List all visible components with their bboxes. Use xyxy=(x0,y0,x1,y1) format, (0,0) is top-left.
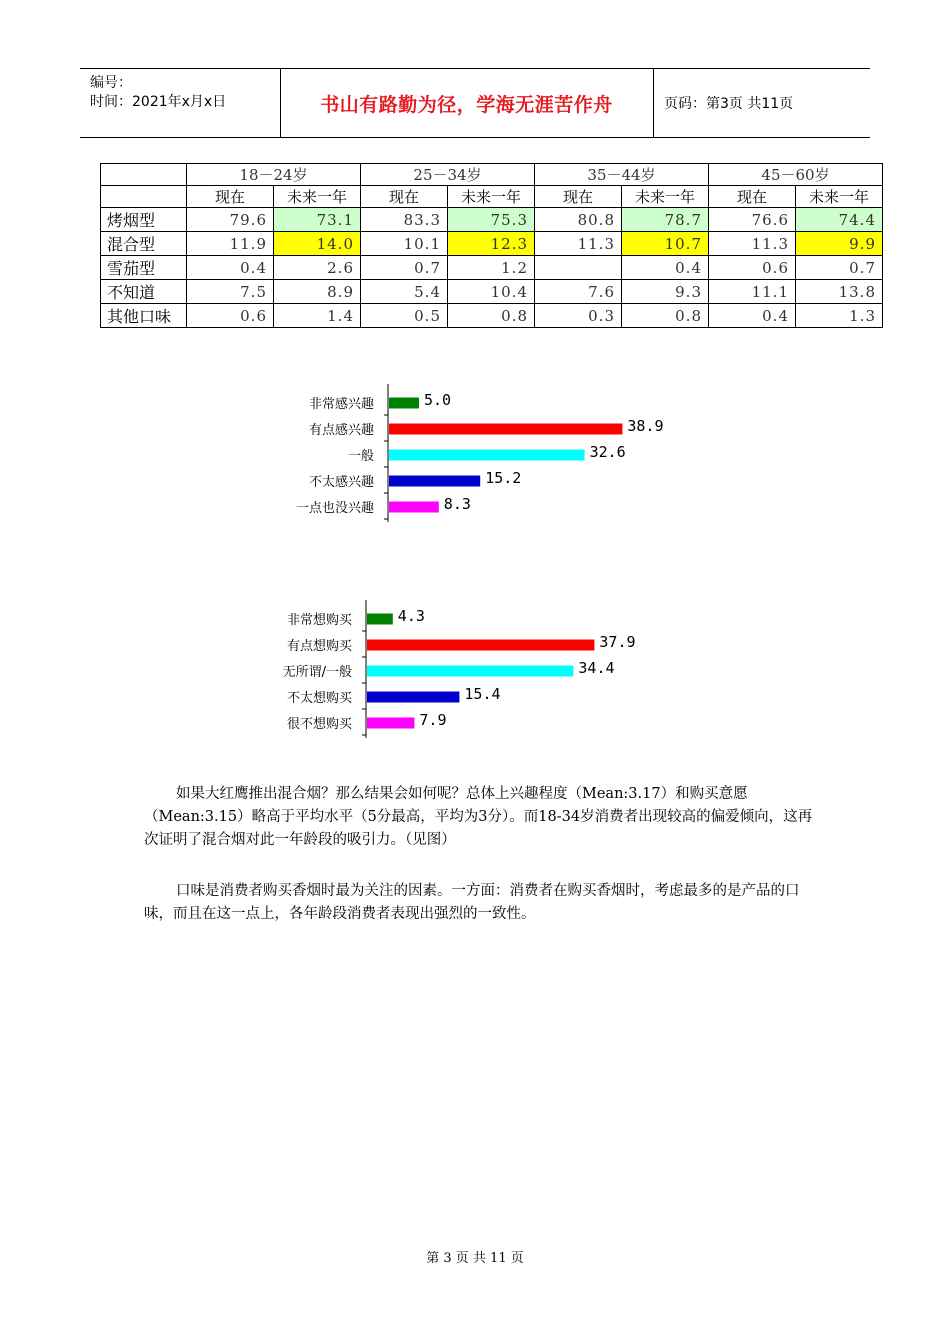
group-header: 35－44岁 xyxy=(535,164,709,186)
table-cell: 0.4 xyxy=(709,304,796,328)
table-cell: 1.4 xyxy=(274,304,361,328)
table-cell: 10.1 xyxy=(361,232,448,256)
sub-header-now: 现在 xyxy=(709,186,796,208)
table-cell: 0.4 xyxy=(187,256,274,280)
table-cell: 10.7 xyxy=(622,232,709,256)
category-label: 有点想购买 xyxy=(286,639,352,654)
date-text: 时间：2021年x月x日 xyxy=(90,94,227,110)
sub-header-now: 现在 xyxy=(187,186,274,208)
category-label: 非常想购买 xyxy=(286,613,352,628)
bar xyxy=(389,502,439,513)
table-cell: 0.3 xyxy=(535,304,622,328)
group-header: 45－60岁 xyxy=(709,164,883,186)
category-label: 不太感兴趣 xyxy=(308,475,374,490)
paragraph-taste-factor: 口味是消费者购买香烟时最为关注的因素。一方面：消费者在购买香烟时，考虑最多的是产品的口味，而且在这一点上，各年龄段消费者表现出强烈的一致性。 xyxy=(144,883,800,922)
value-label: 5.0 xyxy=(424,391,452,409)
table-cell: 0.7 xyxy=(361,256,448,280)
table-cell: 0.6 xyxy=(709,256,796,280)
page-footer: 第 3 页 共 11 页 xyxy=(426,1251,524,1266)
header-meta-cell xyxy=(80,69,281,137)
bar xyxy=(389,398,419,409)
table-row xyxy=(101,256,883,280)
bar xyxy=(367,718,414,729)
category-label: 一般 xyxy=(347,449,374,464)
table-cell: 11.1 xyxy=(709,280,796,304)
value-label: 34.4 xyxy=(578,659,615,677)
table-cell: 0.4 xyxy=(622,256,709,280)
table-cell: 0.8 xyxy=(622,304,709,328)
sub-header-now: 现在 xyxy=(535,186,622,208)
value-label: 15.4 xyxy=(464,685,501,703)
interest-level-chart xyxy=(250,380,670,520)
table-cell: 74.4 xyxy=(796,208,883,232)
purchase-intent-chart xyxy=(250,596,710,746)
table-cell: 2.6 xyxy=(274,256,361,280)
flavor-preference-table xyxy=(100,163,883,328)
row-label: 其他口味 xyxy=(101,304,187,328)
table-corner-cell xyxy=(101,186,187,208)
table-cell: 11.9 xyxy=(187,232,274,256)
table-cell: 80.8 xyxy=(535,208,622,232)
table-cell: 0.8 xyxy=(448,304,535,328)
bar xyxy=(367,614,393,625)
sub-header-future: 未来一年 xyxy=(274,186,361,208)
page-info: 页码：第3页 共11页 xyxy=(664,96,794,112)
table-cell: 8.9 xyxy=(274,280,361,304)
category-label: 有点感兴趣 xyxy=(308,423,374,438)
motto: 书山有路勤为径，学海无涯苦作舟 xyxy=(320,93,613,116)
value-label: 38.9 xyxy=(627,417,664,435)
table-row xyxy=(101,280,883,304)
sub-header-now: 现在 xyxy=(361,186,448,208)
paragraph-mixed-cigarette: 如果大红鹰推出混合烟？那么结果会如何呢？总体上兴趣程度（Mean:3.17）和购买意愿（Mean:3.15）略高于平均水平（5分最高，平均为3分）。而18-34岁消费者出现较高的偏爱倾向，这再次证明了混合烟对此一年龄段的吸引力。（见图） xyxy=(144,786,813,848)
row-label: 烤烟型 xyxy=(101,208,187,232)
table-cell: 7.5 xyxy=(187,280,274,304)
value-label: 4.3 xyxy=(397,607,425,625)
table-cell: 9.9 xyxy=(796,232,883,256)
value-label: 32.6 xyxy=(589,443,626,461)
header-page-cell xyxy=(654,69,870,137)
value-label: 8.3 xyxy=(443,495,471,513)
page-header xyxy=(80,68,870,138)
bar xyxy=(389,424,622,435)
table-cell: 12.3 xyxy=(448,232,535,256)
value-label: 15.2 xyxy=(485,469,522,487)
group-header: 18－24岁 xyxy=(187,164,361,186)
table-row xyxy=(101,304,883,328)
table-cell: 5.4 xyxy=(361,280,448,304)
table-cell: 11.3 xyxy=(535,232,622,256)
category-label: 不太想购买 xyxy=(286,691,352,706)
table-cell: 73.1 xyxy=(274,208,361,232)
bar xyxy=(367,692,459,703)
table-cell: 83.3 xyxy=(361,208,448,232)
serial-label: 编号： xyxy=(90,75,132,91)
group-header: 25－34岁 xyxy=(361,164,535,186)
bar xyxy=(389,476,480,487)
row-label: 不知道 xyxy=(101,280,187,304)
table-cell xyxy=(535,256,622,280)
table-cell: 75.3 xyxy=(448,208,535,232)
table-cell: 7.6 xyxy=(535,280,622,304)
sub-header-future: 未来一年 xyxy=(448,186,535,208)
table-cell: 14.0 xyxy=(274,232,361,256)
value-label: 7.9 xyxy=(419,711,447,729)
table-cell: 76.6 xyxy=(709,208,796,232)
sub-header-future: 未来一年 xyxy=(622,186,709,208)
table-cell: 1.3 xyxy=(796,304,883,328)
table-cell: 0.7 xyxy=(796,256,883,280)
table-row xyxy=(101,208,883,232)
category-label: 无所谓/一般 xyxy=(282,665,352,680)
table-cell: 11.3 xyxy=(709,232,796,256)
header-motto-cell xyxy=(280,69,654,137)
category-label: 很不想购买 xyxy=(286,717,352,732)
category-label: 非常感兴趣 xyxy=(308,397,374,412)
row-label: 雪茄型 xyxy=(101,256,187,280)
sub-header-future: 未来一年 xyxy=(796,186,883,208)
bar xyxy=(367,666,573,677)
row-label: 混合型 xyxy=(101,232,187,256)
table-cell: 78.7 xyxy=(622,208,709,232)
table-cell: 0.6 xyxy=(187,304,274,328)
table-sub-header-row xyxy=(101,186,883,208)
table-cell: 9.3 xyxy=(622,280,709,304)
table-cell: 79.6 xyxy=(187,208,274,232)
value-label: 37.9 xyxy=(599,633,636,651)
table-corner-cell xyxy=(101,164,187,186)
bar xyxy=(389,450,585,461)
category-label: 一点也没兴趣 xyxy=(295,501,374,516)
table-row xyxy=(101,232,883,256)
table-group-header-row xyxy=(101,164,883,186)
table-cell: 10.4 xyxy=(448,280,535,304)
bar xyxy=(367,640,594,651)
table-cell: 0.5 xyxy=(361,304,448,328)
table-cell: 13.8 xyxy=(796,280,883,304)
table-cell: 1.2 xyxy=(448,256,535,280)
